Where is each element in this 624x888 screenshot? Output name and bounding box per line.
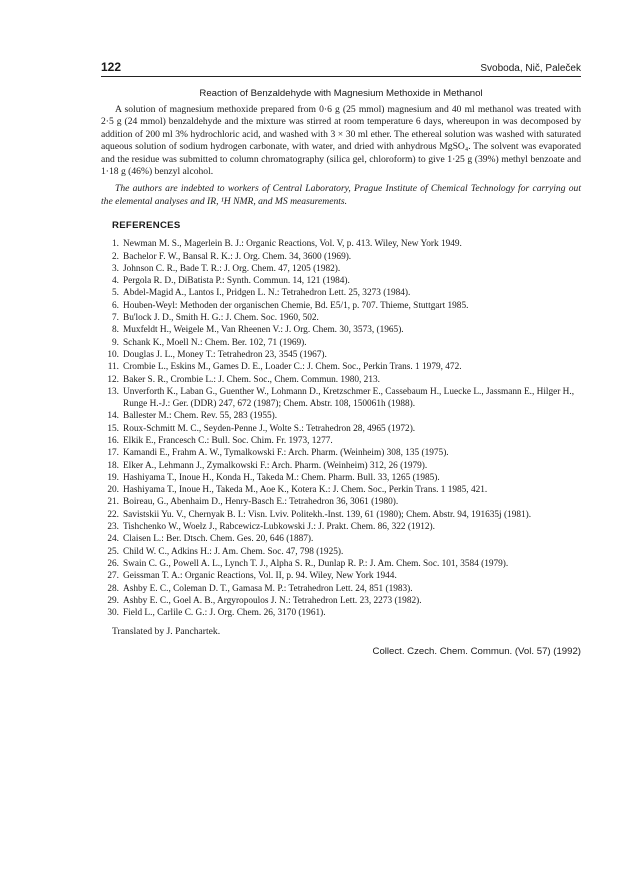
reference-item	[101, 361, 581, 373]
reference-text: Crombie L., Eskins M., Games D. E., Loader C.: J. Chem. Soc., Perkin Trans. 1 1979, 472.	[123, 362, 462, 373]
reference-item	[101, 570, 581, 582]
reference-number: 14.	[107, 411, 119, 422]
reference-text: Geissman T. A.: Organic Reactions, Vol. II, p. 94. Wiley, New York 1944.	[123, 571, 397, 582]
reference-number: 24.	[107, 534, 119, 545]
journal-footer: Collect. Czech. Chem. Commun. (Vol. 57) (1992)	[372, 646, 581, 658]
reference-text: Ashby E. C., Coleman D. T., Gamasa M. P.: Tetrahedron Lett. 24, 851 (1983).	[123, 583, 413, 594]
reference-text: Hashiyama T., Inoue H., Takeda M., Aoe K., Kotera K.: J. Chem. Soc., Perkin Trans. 1 1985, 421.	[123, 485, 488, 496]
reference-number: 27.	[107, 571, 119, 582]
reference-item	[101, 263, 581, 275]
reference-item	[101, 460, 581, 472]
reference-number: 18.	[107, 460, 119, 471]
reference-item	[101, 423, 581, 435]
reference-text: Muxfeldt H., Weigele M., Van Rheenen V.: J. Org. Chem. 30, 3573, (1965).	[123, 325, 404, 336]
reference-item	[101, 496, 581, 508]
reference-text: Houben-Weyl: Methoden der organischen Chemie, Bd. E5/1, p. 707. Thieme, Stuttgart 1985.	[123, 300, 469, 311]
reference-item	[101, 595, 581, 607]
reference-item	[101, 509, 581, 521]
reference-text: Bachelor F. W., Bansal R. K.: J. Org. Chem. 34, 3600 (1969).	[123, 251, 352, 262]
reference-text: Kamandi E., Frahm A. W., Tymalkowski F.: Arch. Pharm. (Weinheim) 308, 135 (1975).	[123, 448, 449, 459]
page-header	[101, 58, 581, 77]
reference-number: 2.	[112, 251, 119, 262]
reference-list	[101, 238, 581, 619]
reference-item	[101, 410, 581, 422]
procedure-paragraph: A solution of magnesium methoxide prepared from 0·6 g (25 mmol) magnesium and 40 ml methanol was treated with 2·5 g (24 mmol) benzaldehyde and the mixture was stirred at room temperature 6 days, whereupon in was decomposed by addition of 200 ml 3% hydrochloric acid, and washed with 3 × 30 ml ether. The ethereal solution was washed with saturated aqueous solution of sodium hydrogen carbonate, with water, and dried with anhydrous MgSO₄. The solvent was evaporated and the residue was submitted to column chromatography (silica gel, chloroform) to give 1·25 g (39%) methyl benzoate and 1·18 g (46%) benzyl alcohol.	[101, 104, 581, 178]
reference-number: 13.	[107, 386, 119, 397]
reference-number: 21.	[107, 497, 119, 508]
reference-number: 3.	[112, 263, 119, 274]
reference-item	[101, 607, 581, 619]
journal-page	[101, 58, 581, 657]
running-head-authors: Svoboda, Nič, Paleček	[480, 63, 581, 74]
reference-number: 29.	[107, 595, 119, 606]
reference-text: Ballester M.: Chem. Rev. 55, 283 (1955).	[123, 411, 278, 422]
translator-credit: Translated by J. Panchartek.	[112, 626, 221, 638]
reference-text: Baker S. R., Crombie L.: J. Chem. Soc., Chem. Commun. 1980, 213.	[123, 374, 380, 385]
reference-number: 19.	[107, 472, 119, 483]
reference-item	[101, 349, 581, 361]
reference-item	[101, 533, 581, 545]
section-title: Reaction of Benzaldehyde with Magnesium Methoxide in Methanol	[199, 88, 483, 99]
reference-text: Roux-Schmitt M. C., Seyden-Penne J., Wolte S.: Tetrahedron 28, 4965 (1972).	[123, 423, 416, 434]
reference-item	[101, 374, 581, 386]
reference-text: Elker A., Lehmann J., Zymalkowski F.: Arch. Pharm. (Weinheim) 312, 26 (1979).	[123, 460, 428, 471]
reference-number: 11.	[107, 362, 119, 373]
reference-text: Newman M. S., Magerlein B. J.: Organic Reactions, Vol. V, p. 413. Wiley, New York 1949.	[123, 239, 462, 250]
reference-number: 5.	[112, 288, 119, 299]
reference-item	[101, 337, 581, 349]
reference-text: Unverforth K., Laban G., Guenther W., Lohmann D., Kretzschmer E., Cassebaum H., Luecke L., Jassmann E., Hilger H., Runge H.-J.: Ger. (DDR) 247, 672 (1987); Chem. Abstr. 108, 150061h (1988).	[123, 386, 575, 410]
reference-number: 16.	[107, 436, 119, 446]
reference-item	[101, 386, 581, 411]
reference-item	[101, 238, 581, 250]
reference-item	[101, 447, 581, 459]
reference-text: Schank K., Moell N.: Chem. Ber. 102, 71 (1969).	[123, 337, 307, 348]
reference-item	[101, 287, 581, 299]
reference-text: Bu'lock J. D., Smith H. G.: J. Chem. Soc. 1960, 502.	[123, 313, 319, 324]
reference-number: 12.	[107, 374, 119, 385]
reference-number: 25.	[107, 546, 119, 557]
reference-item	[101, 583, 581, 595]
reference-text: Abdel-Magid A., Lantos I., Pridgen L. N.: Tetrahedron Lett. 25, 3273 (1984).	[123, 288, 411, 299]
reference-item	[101, 324, 581, 336]
references-heading: REFERENCES	[112, 220, 181, 232]
reference-item	[101, 275, 581, 287]
reference-text: Elkik E., Francesch C.: Bull. Soc. Chim. Fr. 1973, 1277.	[123, 436, 333, 446]
reference-text: Swain C. G., Powell A. L., Lynch T. J., Alpha S. R., Dunlap R. P.: J. Am. Chem. Soc. 101, 3584 (1979).	[123, 558, 509, 569]
reference-number: 30.	[107, 608, 119, 619]
reference-item	[101, 521, 581, 533]
reference-number: 4.	[112, 276, 119, 287]
reference-number: 6.	[112, 300, 119, 311]
reference-item	[101, 435, 581, 447]
page-number: 122	[101, 60, 122, 74]
reference-text: Tishchenko W., Woelz J., Rabcewicz-Lubkowski J.: J. Prakt. Chem. 86, 322 (1912).	[123, 522, 435, 533]
reference-item	[101, 300, 581, 312]
acknowledgement-paragraph: The authors are indebted to workers of Central Laboratory, Prague Institute of Chemical Technology for carrying out the elemental analyses and IR, ¹H NMR, and MS measurements.	[101, 183, 581, 207]
reference-text: Ashby E. C., Goel A. B., Argyropoulos J. N.: Tetrahedron Lett. 23, 2273 (1982).	[123, 595, 422, 606]
reference-number: 10.	[107, 349, 119, 360]
reference-text: Claisen L.: Ber. Dtsch. Chem. Ges. 20, 646 (1887).	[123, 534, 314, 545]
reference-text: Pergola R. D., DiBatista P.: Synth. Commun. 14, 121 (1984).	[123, 276, 350, 287]
reference-item	[101, 251, 581, 263]
reference-item	[101, 484, 581, 496]
reference-number: 22.	[107, 509, 119, 520]
reference-text: Johnson C. R., Bade T. R.: J. Org. Chem. 47, 1205 (1982).	[123, 263, 341, 274]
reference-number: 26.	[107, 558, 119, 569]
reference-text: Boireau, G., Abenhaim D., Henry-Basch E.: Tetrahedron 36, 3061 (1980).	[123, 497, 399, 508]
reference-number: 20.	[107, 485, 119, 496]
reference-text: Child W. C., Adkins H.: J. Am. Chem. Soc. 47, 798 (1925).	[123, 546, 344, 557]
reference-number: 15.	[107, 423, 119, 434]
reference-number: 7.	[112, 313, 119, 324]
reference-number: 1.	[112, 239, 119, 250]
reference-number: 17.	[107, 448, 119, 459]
reference-text: Hashiyama T., Inoue H., Konda H., Takeda M.: Chem. Pharm. Bull. 33, 1265 (1985).	[123, 472, 440, 483]
reference-number: 28.	[107, 583, 119, 594]
reference-item	[101, 558, 581, 570]
reference-item	[101, 546, 581, 558]
reference-number: 23.	[107, 522, 119, 533]
reference-text: Douglas J. L., Money T.: Tetrahedron 23, 3545 (1967).	[123, 349, 327, 360]
reference-number: 9.	[112, 337, 119, 348]
reference-item	[101, 472, 581, 484]
reference-text: Savistskii Yu. V., Chernyak B. I.: Visn. Lviv. Politekh.-Inst. 139, 61 (1980); Chem. Abstr. 94, 191635j (1981).	[123, 509, 532, 520]
reference-number: 8.	[112, 325, 119, 336]
reference-text: Field L., Carlile C. G.: J. Org. Chem. 26, 3170 (1961).	[123, 608, 326, 619]
reference-item	[101, 312, 581, 324]
